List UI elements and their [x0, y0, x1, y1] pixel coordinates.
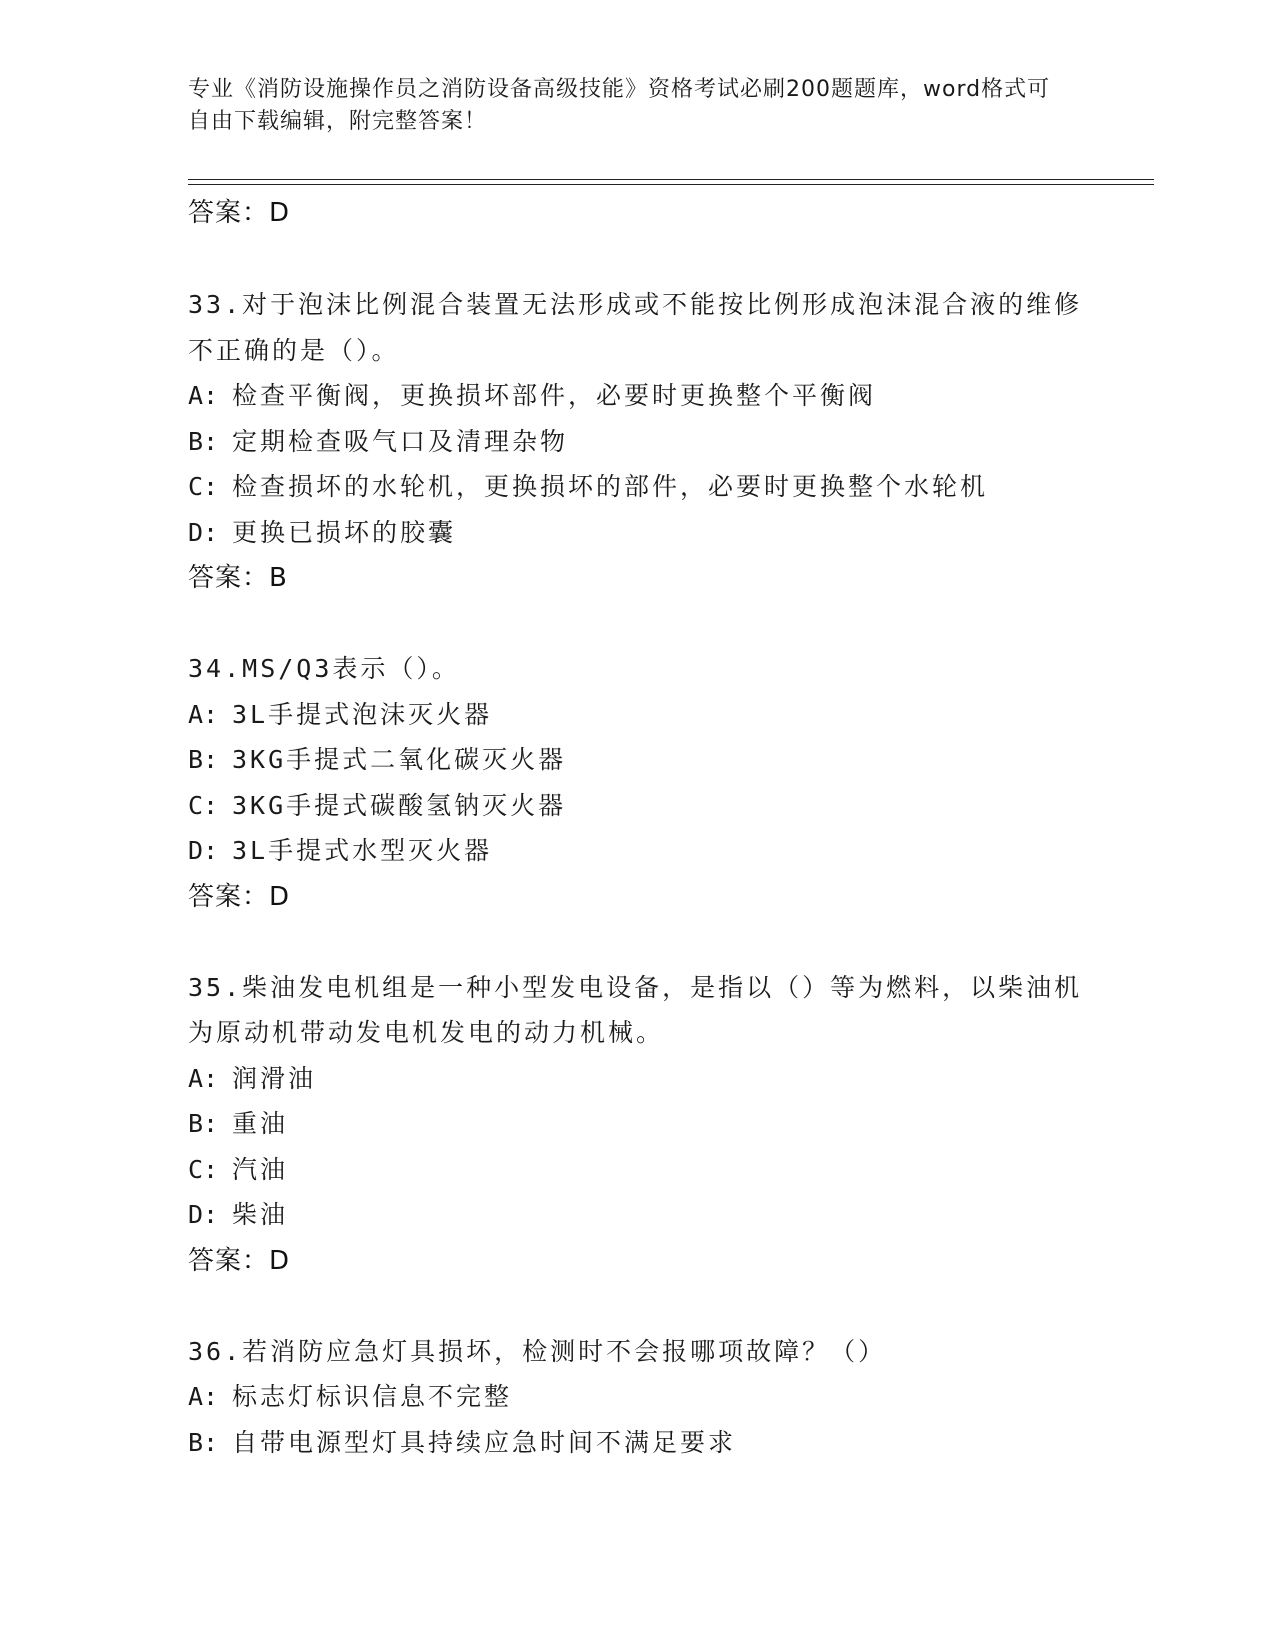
question-answer: 答案：D [188, 1245, 291, 1276]
option-text: 柴油 [232, 1200, 289, 1229]
option-text: 定期检查吸气口及清理杂物 [232, 426, 569, 456]
question-answer: 答案：D [188, 881, 291, 912]
option-c [188, 464, 1088, 510]
option-letter: A: [188, 381, 219, 410]
option-text: 3L手提式泡沫灭火器 [232, 699, 493, 729]
option-letter: C: [188, 1154, 219, 1184]
option-letter: D: [188, 836, 219, 865]
option-letter: C: [188, 790, 219, 820]
option-a [188, 1056, 1088, 1102]
previous-answer: 答案：D [188, 198, 291, 228]
header-rule-bottom [188, 184, 1154, 185]
option-b [188, 419, 1088, 465]
option-text: 检查损坏的水轮机，更换损坏的部件，必要时更换整个水轮机 [232, 472, 989, 501]
option-text: 汽油 [232, 1154, 289, 1184]
question-stem: 33.对于泡沫比例混合装置无法形成或不能按比例形成泡沫混合液的维修不正确的是（）。 [188, 290, 1083, 365]
question-stem: 34.MS/Q3表示（）。 [188, 654, 460, 683]
question-block [188, 965, 1088, 1284]
option-text: 检查平衡阀，更换损坏部件，必要时更换整个平衡阀 [232, 381, 877, 410]
option-text: 更换已损坏的胶囊 [232, 517, 457, 547]
option-text: 3KG手提式碳酸氢钠灭火器 [232, 790, 567, 820]
option-d [188, 828, 1088, 874]
question-answer: 答案：B [188, 563, 288, 593]
option-d [188, 1192, 1088, 1238]
question-block [188, 282, 1088, 601]
option-letter: B: [188, 1427, 219, 1457]
question-stem: 36.若消防应急灯具损坏，检测时不会报哪项故障？（） [188, 1336, 887, 1366]
option-a [188, 1374, 1088, 1420]
option-text: 3KG手提式二氧化碳灭火器 [232, 745, 567, 774]
option-text: 自带电源型灯具持续应急时间不满足要求 [232, 1427, 737, 1457]
header-rule-top [188, 179, 1154, 180]
option-letter: B: [188, 426, 219, 456]
option-b [188, 737, 1088, 783]
option-letter: A: [188, 1382, 219, 1411]
document-header: 专业《消防设施操作员之消防设备高级技能》资格考试必刷200题题库，word格式可自由下载编辑，附完整答案！ [188, 77, 1051, 134]
option-text: 标志灯标识信息不完整 [232, 1382, 513, 1411]
option-text: 润滑油 [232, 1063, 317, 1093]
option-text: 重油 [232, 1109, 289, 1138]
option-b [188, 1420, 1088, 1466]
option-letter: D: [188, 517, 219, 547]
option-letter: C: [188, 472, 219, 501]
option-text: 3L手提式水型灭火器 [232, 836, 493, 865]
option-d [188, 510, 1088, 556]
question-stem: 35.柴油发电机组是一种小型发电设备，是指以（）等为燃料，以柴油机为原动机带动发电机发电的动力机械。 [188, 972, 1083, 1047]
option-c [188, 1147, 1088, 1193]
option-letter: D: [188, 1200, 219, 1229]
option-a [188, 692, 1088, 738]
option-letter: A: [188, 1063, 219, 1093]
question-block [188, 646, 1088, 920]
option-letter: A: [188, 699, 219, 729]
option-letter: B: [188, 745, 219, 774]
option-a [188, 373, 1088, 419]
question-list [188, 190, 1088, 1465]
question-block [188, 1329, 1088, 1466]
option-b [188, 1101, 1088, 1147]
option-c [188, 783, 1088, 829]
option-letter: B: [188, 1109, 219, 1138]
